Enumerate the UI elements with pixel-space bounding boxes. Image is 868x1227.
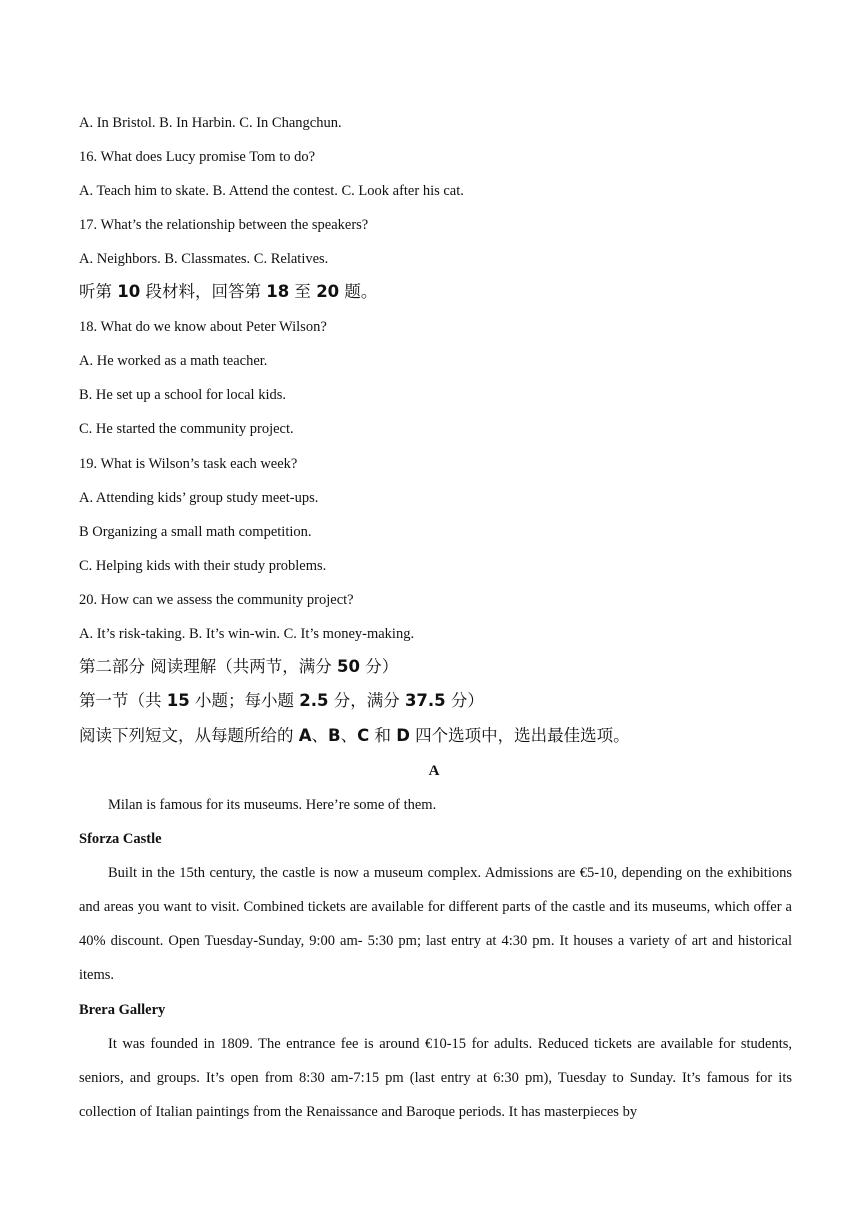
q20-question: 20. How can we assess the community project? — [79, 592, 354, 608]
passage-intro: Milan is famous for its museums. Here’re some of them. — [108, 797, 437, 813]
section10-heading: 听第 10 段材料，回答第 18 至 20 题。 — [79, 282, 378, 301]
q16-options: A. Teach him to skate. B. Attend the contest. C. Look after his cat. — [79, 183, 464, 199]
q16-question: 16. What does Lucy promise Tom to do? — [79, 149, 316, 165]
q17-options: A. Neighbors. B. Classmates. C. Relatives. — [79, 251, 329, 267]
q18-option-a: A. He worked as a math teacher. — [79, 353, 268, 369]
q19-option-b: B Organizing a small math competition. — [79, 524, 312, 540]
q18-question: 18. What do we know about Peter Wilson? — [79, 319, 327, 335]
brera-gallery-paragraph: It was founded in 1809. The entrance fee is around €10-15 for adults. Reduced tickets are available for students, seniors, and groups. It’s open from 8:30 am-7:15 pm (last entry at 6:30 pm), Tuesday to Sunday. It’s famous for its collection of Italian paintings from the Renaissance and Baroque periods. It has masterpieces by — [79, 1036, 792, 1120]
part2-heading: 第二部分 阅读理解（共两节，满分 50 分） — [79, 657, 399, 676]
q19-option-a: A. Attending kids’ group study meet-ups. — [79, 490, 319, 506]
sforza-castle-title: Sforza Castle — [79, 831, 162, 847]
q18-option-c: C. He started the community project. — [79, 421, 294, 437]
q19-option-c: C. Helping kids with their study problems. — [79, 558, 327, 574]
q17-question: 17. What’s the relationship between the speakers? — [79, 217, 369, 233]
passage-label: A — [428, 763, 440, 779]
q20-options: A. It’s risk-taking. B. It’s win-win. C. It’s money-making. — [79, 626, 415, 642]
section1-heading: 第一节（共 15 小题；每小题 2.5 分，满分 37.5 分） — [79, 691, 484, 710]
brera-gallery-title: Brera Gallery — [79, 1002, 166, 1018]
q19-question: 19. What is Wilson’s task each week? — [79, 456, 298, 472]
sforza-castle-paragraph: Built in the 15th century, the castle is now a museum complex. Admissions are €5-10, depending on the exhibitions and areas you want to visit. Combined tickets are available for different parts of the castle and its museums, which offer a 40% discount. Open Tuesday-Sunday, 9:00 am- 5:30 pm; last entry at 4:30 pm. It houses a variety of art and historical items. — [79, 865, 792, 983]
q18-option-b: B. He set up a school for local kids. — [79, 387, 286, 403]
q15-options: A. In Bristol. B. In Harbin. C. In Changchun. — [79, 115, 342, 131]
reading-instruction: 阅读下列短文，从每题所给的 A、B、C 和 D 四个选项中，选出最佳选项。 — [79, 726, 630, 745]
